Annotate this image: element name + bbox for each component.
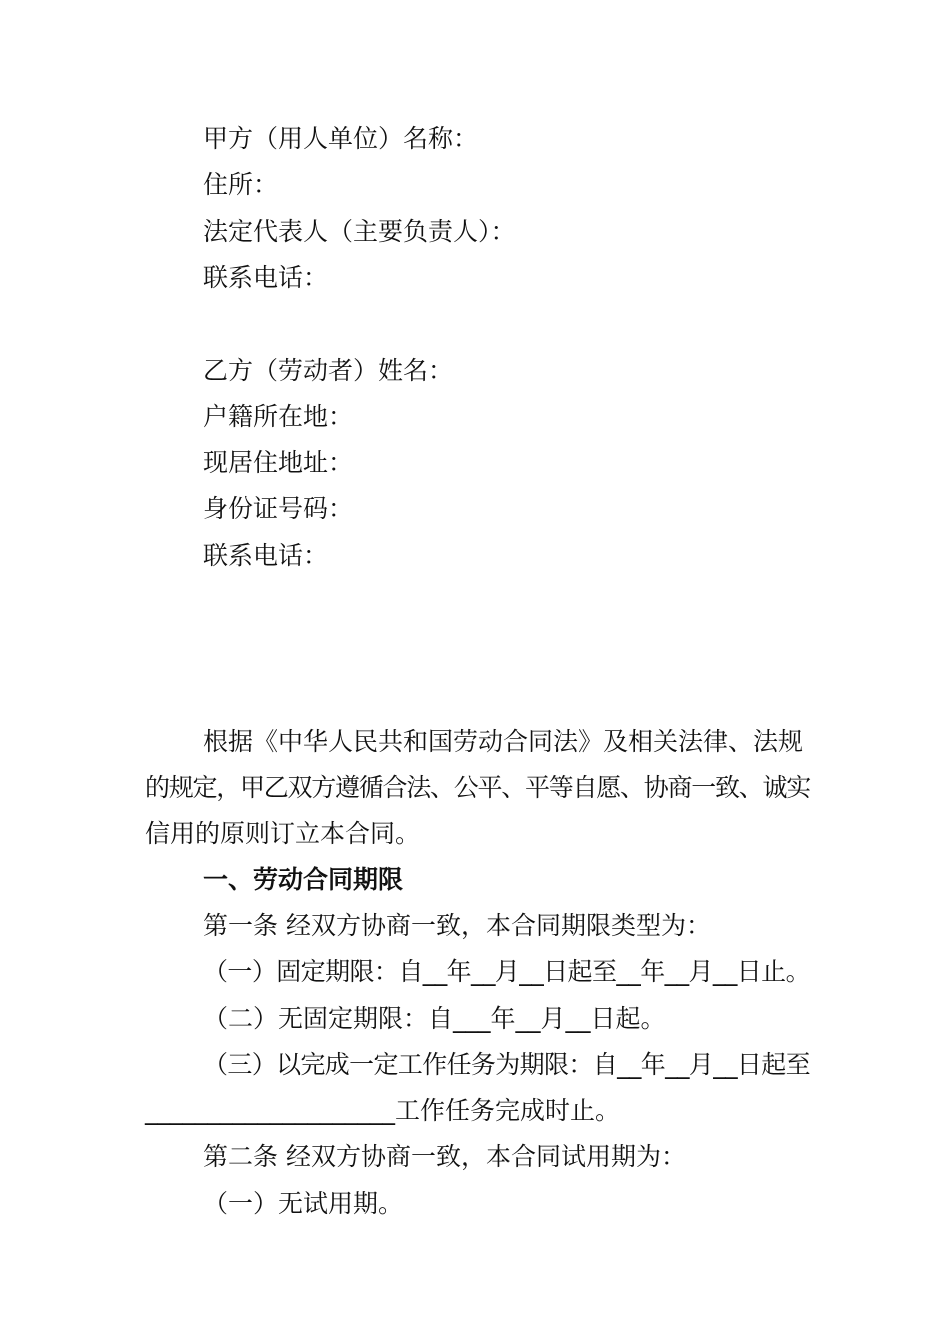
party-a-name-label: 甲方（用人单位）名称： xyxy=(203,124,479,153)
party-b-household-label: 户籍所在地： xyxy=(203,402,354,431)
party-b-current-address-label: 现居住地址： xyxy=(203,448,354,477)
term-option-task-line-2: ____________________工作任务完成时止。 xyxy=(145,1096,621,1125)
party-b-id-label: 身份证号码： xyxy=(203,494,354,523)
party-a-representative-label: 法定代表人（主要负责人）： xyxy=(203,217,516,246)
probation-option-none: （一）无试用期。 xyxy=(203,1189,404,1218)
preamble-line-3: 信用的原则订立本合同。 xyxy=(145,819,421,848)
article-1: 第一条 经双方协商一致，本合同期限类型为： xyxy=(203,911,711,940)
preamble-line-1: 根据《中华人民共和国劳动合同法》及相关法律、法规 xyxy=(203,727,804,756)
party-a-phone-label: 联系电话： xyxy=(203,263,329,292)
section-heading: 一、劳动合同期限 xyxy=(203,865,404,894)
party-b-phone-label: 联系电话： xyxy=(203,541,329,570)
preamble-line-2: 的规定，甲乙双方遵循合法、公平、平等自愿、协商一致、诚实 xyxy=(145,773,811,802)
term-option-task-line-1: （三）以完成一定工作任务为期限：自__年__月__日起至 xyxy=(203,1050,811,1079)
term-option-fixed: （一）固定期限：自__年__月__日起至__年__月__日止。 xyxy=(203,957,811,986)
term-option-open-ended: （二）无固定期限：自___年__月__日起。 xyxy=(203,1004,666,1033)
article-2: 第二条 经双方协商一致，本合同试用期为： xyxy=(203,1142,686,1171)
party-a-address-label: 住所： xyxy=(203,170,279,199)
party-b-name-label: 乙方（劳动者）姓名： xyxy=(203,356,454,385)
